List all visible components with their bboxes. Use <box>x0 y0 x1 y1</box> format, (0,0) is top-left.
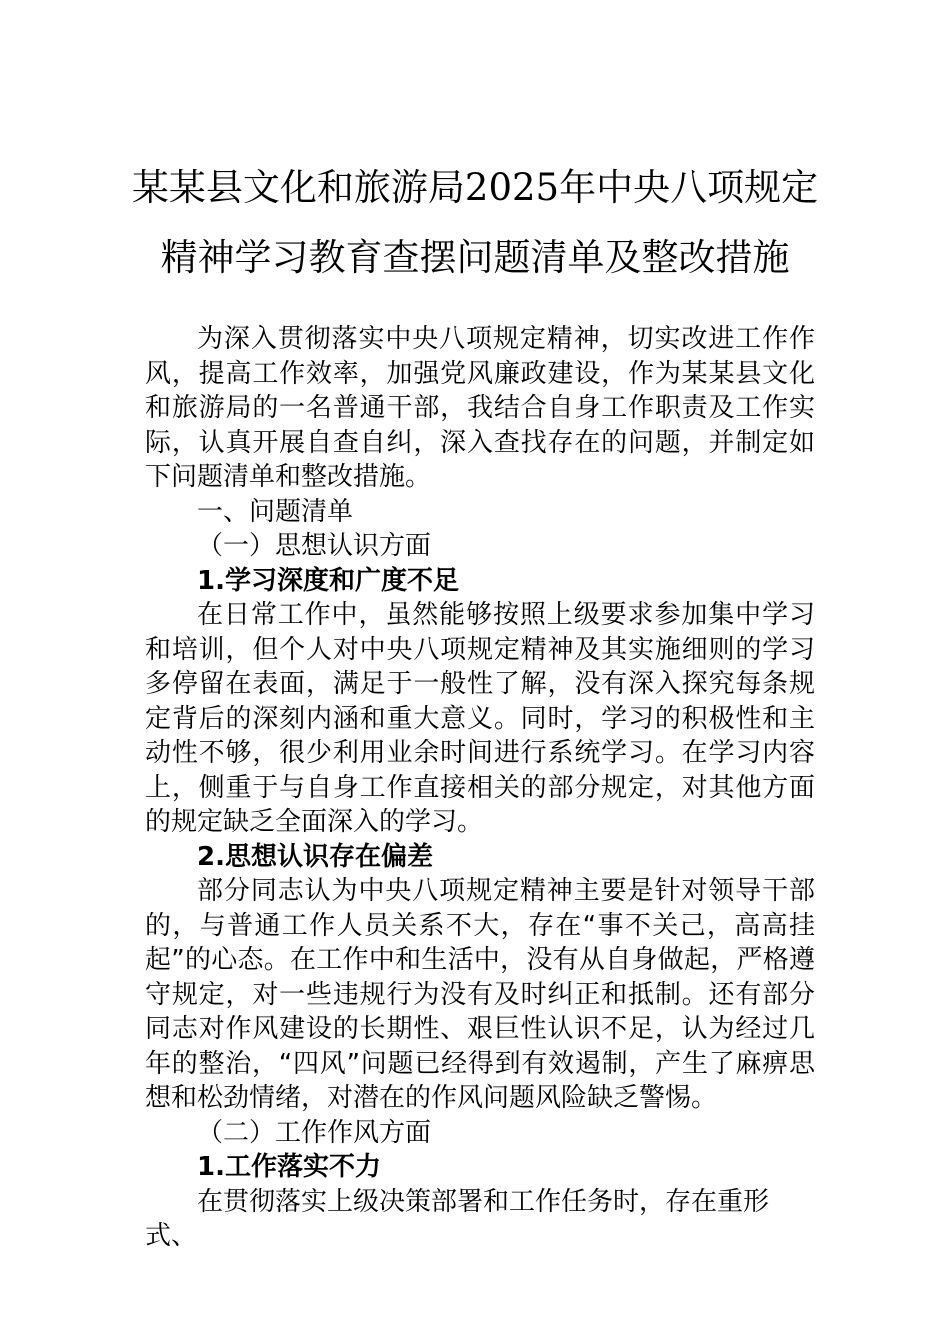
document-title-line-2: 精神学习教育查摆问题清单及整改措施 <box>160 236 790 279</box>
document-body <box>145 322 815 1254</box>
subsection-heading: （二）工作作风方面 <box>197 1117 432 1148</box>
item-paragraph: 在贯彻落实上级决策部署和工作任务时，存在重形式、 <box>145 1186 770 1251</box>
section-heading: 一、问题清单 <box>197 496 354 527</box>
item-paragraph: 在日常工作中，虽然能够按照上级要求参加集中学习和培训，但个人对中央八项规定精神及其实施细则的学习多停留在表面，满足于一般性了解，没有深入探究每条规定背后的深刻内涵和重大意义。同时，学习的积极性和主动性不够，很少利用业余时间进行系统学习。在学习内容上，侧重于与自身工作直接相关的部分规定，对其他方面的规定缺乏全面深入的学习。 <box>145 600 815 837</box>
document-title-line-1: 某某县文化和旅游局2025年中央八项规定 <box>131 166 819 209</box>
item-heading: 1.学习深度和广度不足 <box>197 565 459 596</box>
item-heading: 1.工作落实不力 <box>197 1152 381 1182</box>
item-paragraph: 部分同志认为中央八项规定精神主要是针对领导干部的，与普通工作人员关系不大，存在“事不关己，高高挂起”的心态。在工作中和生活中，没有从自身做起，严格遵守规定，对一些违规行为没有及时纠正和抵制。还有部分同志对作风建设的长期性、艰巨性认识不足，认为经过几年的整治，“四风”问题已经得到有效遏制，产生了麻痹思想和松劲情绪，对潜在的作风问题风险缺乏警惕。 <box>145 876 815 1113</box>
intro-paragraph: 为深入贯彻落实中央八项规定精神，切实改进工作作风，提高工作效率，加强党风廉政建设，作为某某县文化和旅游局的一名普通干部，我结合自身工作职责及工作实际，认真开展自查自纠，深入查找存在的问题，并制定如下问题清单和整改措施。 <box>145 324 815 492</box>
item-heading: 2.思想认识存在偏差 <box>197 841 433 872</box>
subsection-heading: （一）思想认识方面 <box>197 531 432 561</box>
